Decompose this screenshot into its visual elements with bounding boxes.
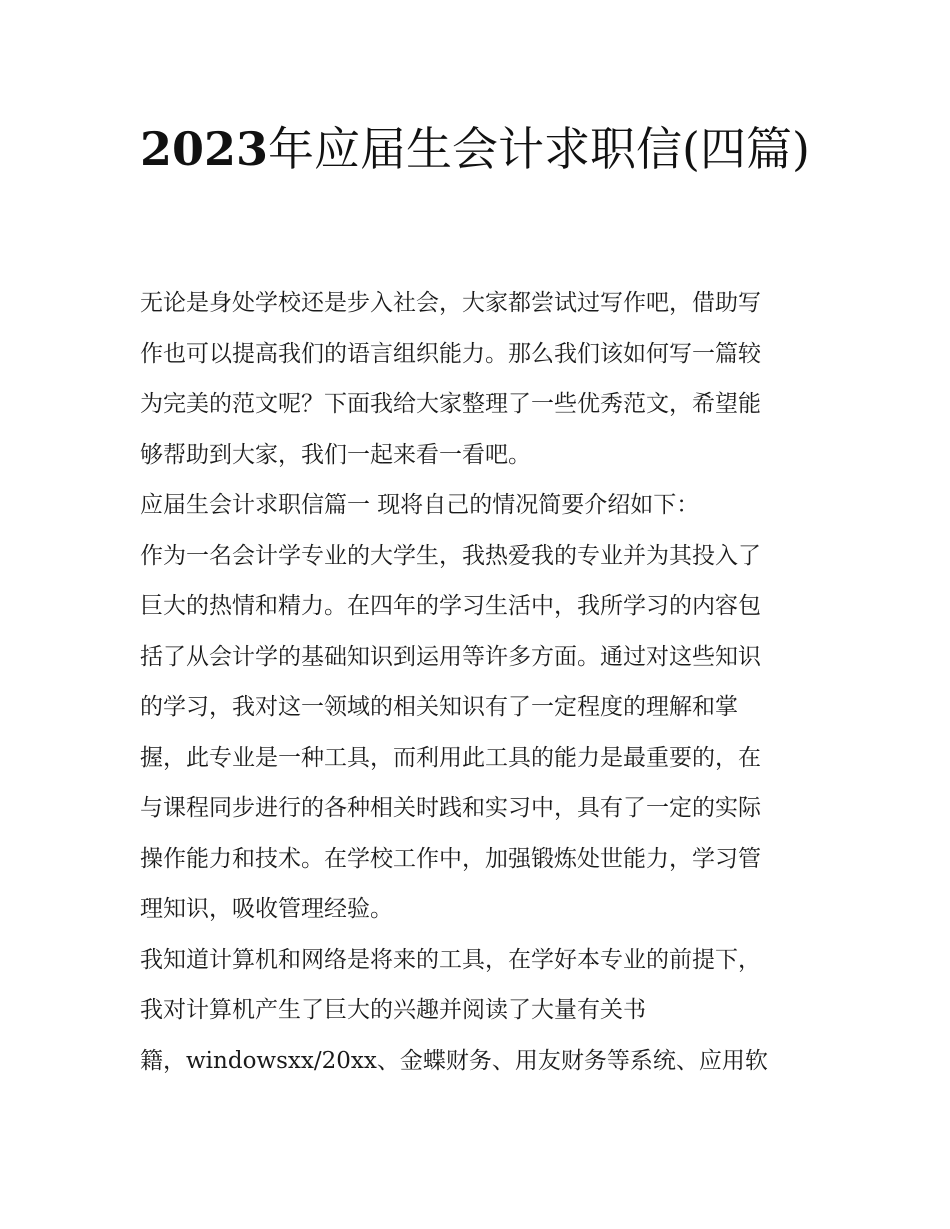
- text-line: 够帮助到大家，我们一起来看一看吧。: [140, 441, 531, 468]
- text-line: 操作能力和技术。在学校工作中，加强锻炼处世能力，学习管: [140, 845, 761, 872]
- text-line: 为完美的范文呢？下面我给大家整理了一些优秀范文，希望能: [140, 391, 761, 417]
- paragraph-intro: [140, 278, 820, 480]
- text-line: 的学习，我对这一领域的相关知识有了一定程度的理解和掌: [140, 694, 738, 720]
- text-line: 与课程同步进行的各种相关时践和实习中，具有了一定的实际: [140, 795, 761, 821]
- text-line: 无论是身处学校还是步入社会，大家都尝试过写作吧，借助写: [140, 290, 761, 316]
- text-line: 理知识，吸收管理经验。: [140, 896, 393, 922]
- paragraph-section-heading: [140, 480, 820, 531]
- paragraph-computer: [140, 935, 820, 1087]
- text-line: 巨大的热情和精力。在四年的学习生活中，我所学习的内容包: [140, 593, 761, 619]
- title-year: 2023: [140, 122, 269, 176]
- text-line: 应届生会计求职信篇一 现将自己的情况简要介绍如下：: [140, 492, 700, 518]
- document-body: [140, 278, 820, 1086]
- text-line: 作为一名会计学专业的大学生，我热爱我的专业并为其投入了: [140, 542, 761, 569]
- text-line: 我对计算机产生了巨大的兴趣并阅读了大量有关书: [140, 997, 646, 1023]
- title-text: 年应届生会计求职信(四篇): [268, 122, 810, 176]
- text-line: 作也可以提高我们的语言组织能力。那么我们该如何写一篇较: [140, 340, 761, 367]
- text-line: 括了从会计学的基础知识到运用等许多方面。通过对这些知识: [140, 643, 761, 670]
- document-title: [140, 118, 820, 180]
- text-line: 籍，windowsxx/20xx、金蝶财务、用友财务等系统、应用软: [140, 1047, 768, 1074]
- text-line: 握，此专业是一种工具，而利用此工具的能力是最重要的，在: [140, 744, 761, 771]
- paragraph-major: [140, 531, 820, 935]
- text-line: 我知道计算机和网络是将来的工具，在学好本专业的前提下，: [140, 946, 761, 973]
